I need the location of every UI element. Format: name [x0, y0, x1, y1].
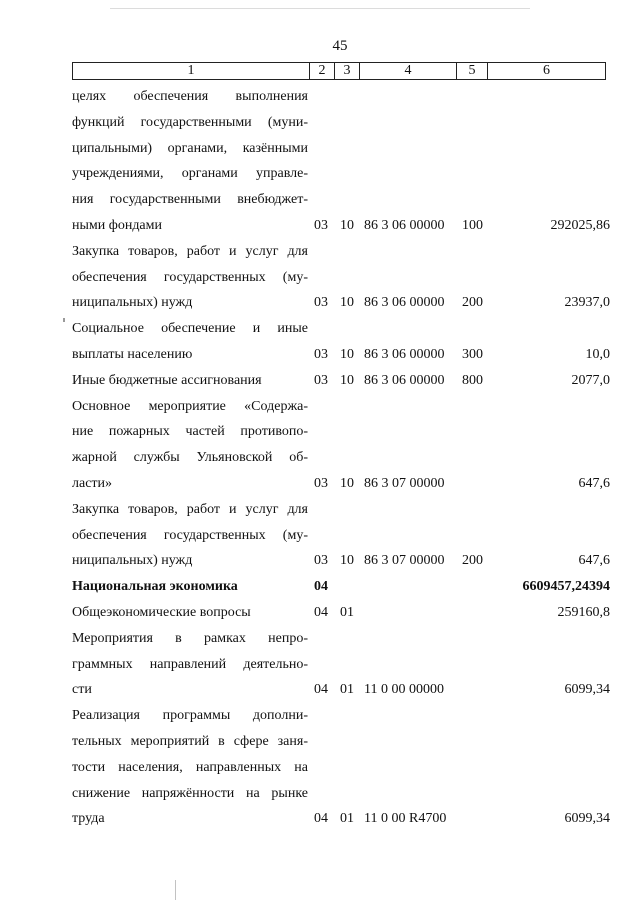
- description-line: граммных направлений деятельно-: [72, 656, 308, 672]
- description-line: ния государственными внебюджет-: [72, 192, 308, 208]
- description-line: ласти»: [72, 475, 113, 491]
- table-row: [72, 394, 610, 497]
- amount: 6609457,24394: [522, 579, 610, 595]
- scan-artifact-bottom: [175, 880, 176, 900]
- table-row: [72, 239, 610, 316]
- table-row: [72, 368, 610, 394]
- subsection-code: 10: [340, 346, 354, 362]
- description-line: тости населения, направленных на: [72, 759, 308, 775]
- row-description: [72, 394, 308, 497]
- amount: 259160,8: [557, 604, 610, 620]
- section-code: 03: [314, 295, 328, 311]
- amount: 647,6: [578, 475, 610, 491]
- description-line: Иные бюджетные ассигнования: [72, 372, 262, 388]
- subsection-code: 01: [340, 811, 354, 827]
- amount: 6099,34: [564, 811, 610, 827]
- description-line: Реализация программы дополни-: [72, 708, 308, 724]
- subsection-code: 10: [340, 295, 354, 311]
- expense-type-code: 800: [462, 372, 483, 388]
- description-line: функций государственными (муни-: [72, 114, 308, 130]
- target-article-code: 86 3 06 00000: [364, 295, 445, 311]
- row-description: [72, 626, 308, 703]
- description-line: труда: [72, 811, 105, 827]
- table-row: [72, 84, 610, 239]
- expense-type-code: [458, 600, 488, 626]
- row-description: [72, 574, 308, 600]
- expense-type-code: [458, 806, 488, 832]
- target-article-code: 86 3 07 00000: [364, 553, 445, 569]
- table-row: [72, 574, 610, 600]
- description-line: Социальное обеспечение и иные: [72, 321, 308, 337]
- description-line: ными фондами: [72, 217, 163, 233]
- amount: 2077,0: [571, 372, 610, 388]
- column-header-table: [72, 62, 606, 80]
- row-description: [72, 600, 308, 626]
- description-line: учреждениями, органами управле-: [72, 166, 308, 182]
- column-header-1: 1: [73, 63, 310, 80]
- scan-artifact-left: [63, 318, 65, 322]
- subsection-code: 01: [340, 682, 354, 698]
- table-row: [72, 316, 610, 368]
- subsection-code: 10: [340, 553, 354, 569]
- description-line: обеспечения государственных (му-: [72, 527, 308, 543]
- description-line: целях обеспечения выполнения: [72, 89, 308, 104]
- description-line: выплаты населению: [72, 346, 193, 362]
- subsection-code: 10: [340, 372, 354, 388]
- expense-type-code: 200: [462, 553, 483, 569]
- section-code: 03: [314, 553, 328, 569]
- page-number: 45: [332, 38, 348, 54]
- table-row: [72, 626, 610, 703]
- target-article-code: 86 3 06 00000: [364, 346, 445, 362]
- target-article-code: [362, 574, 458, 600]
- subsection-code: 10: [340, 475, 354, 491]
- description-line: Национальная экономика: [72, 579, 238, 595]
- column-header-3: 3: [335, 63, 360, 80]
- amount: 23937,0: [564, 295, 610, 311]
- description-line: Мероприятия в рамках непро-: [72, 630, 308, 646]
- section-code: 04: [314, 604, 328, 620]
- row-description: [72, 84, 308, 239]
- expense-type-code: [458, 471, 488, 497]
- row-description: [72, 368, 308, 394]
- target-article-code: 86 3 06 00000: [364, 217, 445, 233]
- description-line: жарной службы Ульяновской об-: [72, 450, 308, 466]
- column-header-row: [73, 63, 606, 80]
- description-line: тельных мероприятий в сфере заня-: [72, 733, 308, 749]
- amount: 647,6: [578, 553, 610, 569]
- row-description: [72, 239, 308, 316]
- description-line: Закупка товаров, работ и услуг для: [72, 501, 308, 517]
- column-header-6: 6: [488, 63, 606, 80]
- row-description: [72, 497, 308, 574]
- description-line: обеспечения государственных (му-: [72, 269, 308, 285]
- expense-type-code: [458, 677, 488, 703]
- column-header-4: 4: [360, 63, 457, 80]
- description-line: Общеэкономические вопросы: [72, 604, 251, 620]
- budget-table-body: [72, 84, 610, 832]
- section-code: 03: [314, 217, 328, 233]
- section-code: 04: [314, 579, 328, 595]
- column-header-5: 5: [457, 63, 488, 80]
- description-line: снижение напряжённости на рынке: [72, 785, 308, 801]
- amount: 6099,34: [564, 682, 610, 698]
- section-code: 04: [314, 682, 328, 698]
- description-line: ниципальных) нужд: [72, 295, 193, 311]
- description-line: ние пожарных частей противопо-: [72, 424, 308, 440]
- description-line: Основное мероприятие «Содержа-: [72, 398, 308, 414]
- expense-type-code: 200: [462, 295, 483, 311]
- amount: 292025,86: [550, 217, 610, 233]
- section-code: 03: [314, 346, 328, 362]
- section-code: 03: [314, 372, 328, 388]
- description-line: Закупка товаров, работ и услуг для: [72, 243, 308, 259]
- subsection-code: 01: [340, 604, 354, 620]
- scan-artifact-top: [110, 8, 530, 9]
- column-header-2: 2: [310, 63, 335, 80]
- row-description: [72, 703, 308, 832]
- table-row: [72, 497, 610, 574]
- expense-type-code: [458, 574, 488, 600]
- subsection-code: 10: [340, 217, 354, 233]
- description-line: сти: [72, 682, 92, 698]
- target-article-code: 86 3 07 00000: [364, 475, 445, 491]
- target-article-code: 11 0 00 R4700: [364, 811, 447, 827]
- target-article-code: 11 0 00 00000: [364, 682, 444, 698]
- table-row: [72, 703, 610, 832]
- target-article-code: [362, 600, 458, 626]
- expense-type-code: 100: [462, 217, 483, 233]
- section-code: 03: [314, 475, 328, 491]
- expense-type-code: 300: [462, 346, 483, 362]
- subsection-code: [338, 574, 362, 600]
- row-description: [72, 316, 308, 368]
- target-article-code: 86 3 06 00000: [364, 372, 445, 388]
- table-row: [72, 600, 610, 626]
- section-code: 04: [314, 811, 328, 827]
- description-line: ниципальных) нужд: [72, 553, 193, 569]
- amount: 10,0: [585, 346, 610, 362]
- description-line: ципальными) органами, казёнными: [72, 140, 308, 156]
